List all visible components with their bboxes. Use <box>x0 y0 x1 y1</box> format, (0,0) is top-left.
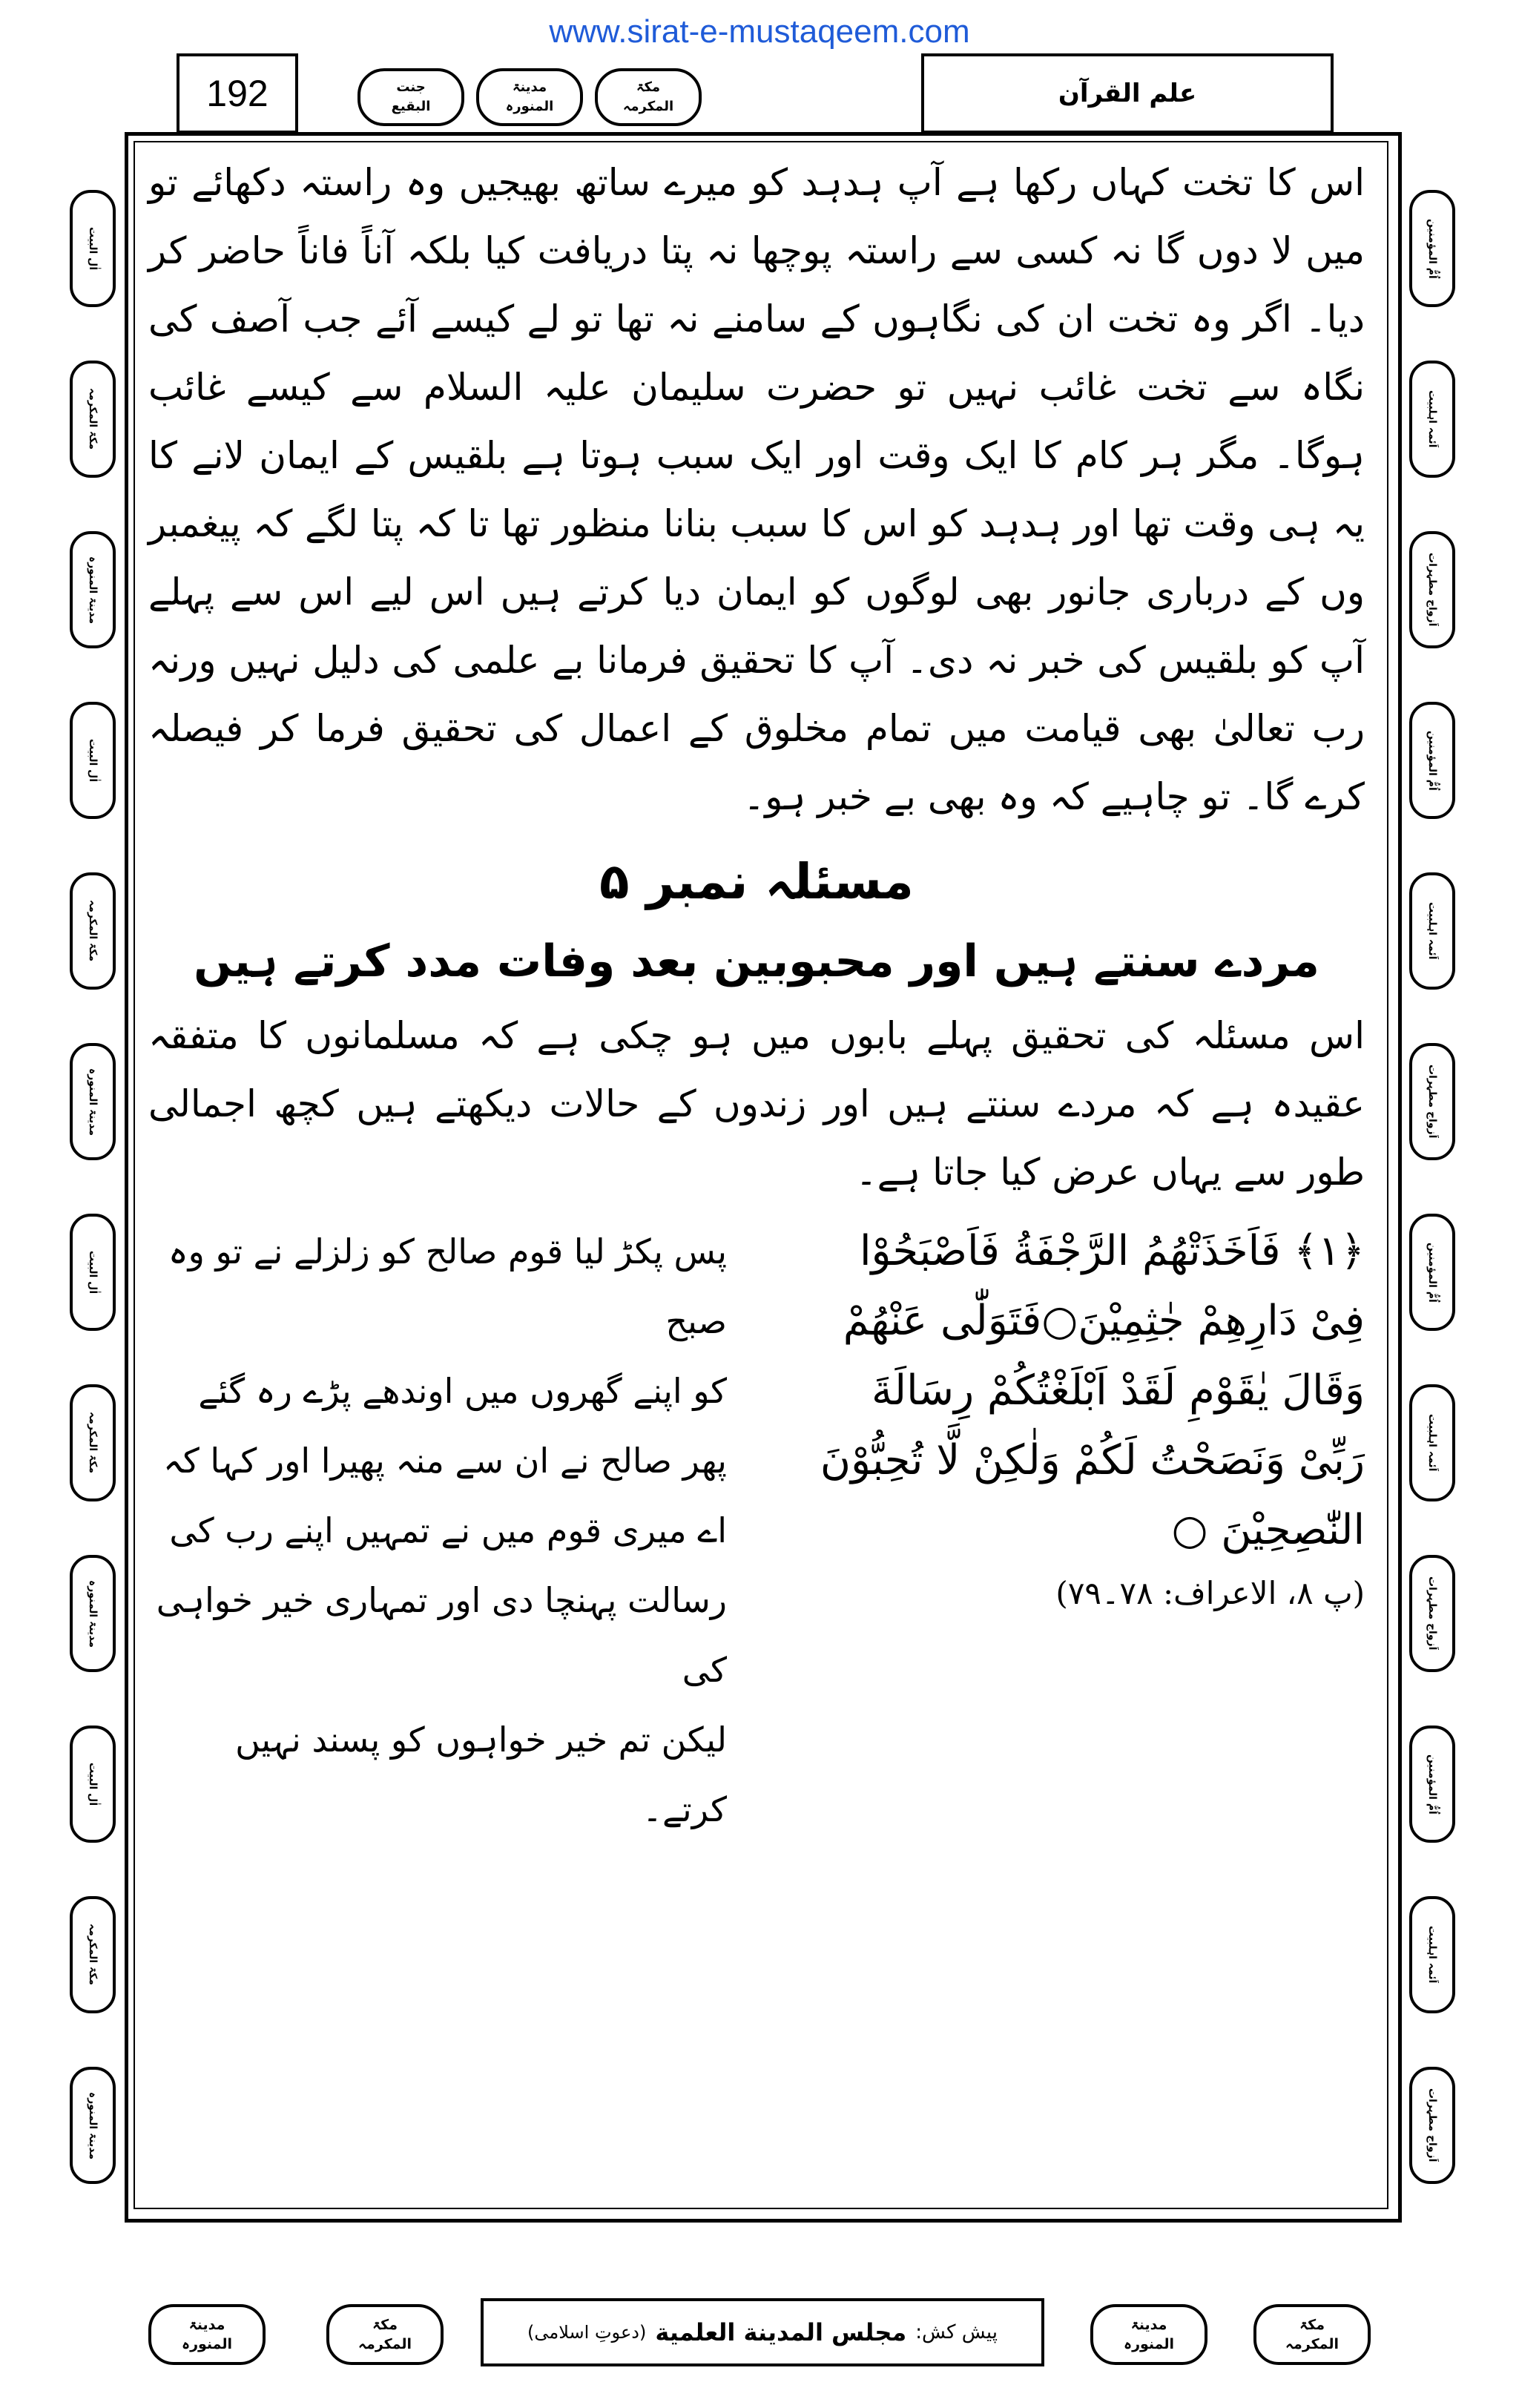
header-badge-makkah <box>595 68 702 126</box>
page-content <box>148 148 1365 1844</box>
translation-line: لیکن تم خیر خواہوں کو پسند نہیں کرتے۔ <box>235 1720 727 1829</box>
verse-line: رَبِّیْ وَنَصَحْتُ لَكُمْ وَلٰكِنْ لَّا تُحِبُّوْنَ <box>820 1436 1365 1484</box>
right-side-badge: اَئمہ اہلبیت <box>1409 1896 1455 2013</box>
verse-number: ﴿۱﴾ <box>1294 1227 1365 1275</box>
verse-line: النّٰصِحِیْنَ ○ <box>1171 1506 1365 1554</box>
footer-badge-makkah <box>326 2304 444 2365</box>
left-side-badge: مکۃ المکرمہ <box>70 872 116 990</box>
verse-line: فَاَخَذَتْهُمُ الرَّجْفَةُ فَاَصْبَحُوْا <box>859 1227 1281 1275</box>
footer-badge-makkah-2 <box>1253 2304 1371 2365</box>
right-side-badge: اَئمہ اہلبیت <box>1409 872 1455 990</box>
page-header <box>177 53 1334 131</box>
right-side-badge: اَئمہ اہلبیت <box>1409 361 1455 478</box>
right-side-badge: اَئمہ اہلبیت <box>1409 1384 1455 1501</box>
page-footer <box>148 2298 1371 2365</box>
left-side-badge: اٰل البیت <box>70 702 116 819</box>
verse-line: وَقَالَ یٰقَوْمِ لَقَدْ اَبْلَغْتُكُمْ رِسَالَةَ <box>871 1366 1365 1415</box>
arabic-verse <box>779 1217 1365 1844</box>
left-side-badge: مکۃ المکرمہ <box>70 361 116 478</box>
website-url[interactable]: www.sirat-e-mustaqeem.com <box>549 13 970 50</box>
translation-line: رسالت پہنچا دی اور تمہاری خیر خواہی کی <box>156 1580 727 1690</box>
right-side-badge: اُمُّ المؤمنین <box>1409 1214 1455 1331</box>
footer-badge-madina-2 <box>1090 2304 1207 2365</box>
right-side-badge: اُمُّ المؤمنین <box>1409 190 1455 307</box>
badge-line: مکۃ <box>372 2317 398 2333</box>
left-side-badge: اٰل البیت <box>70 1214 116 1331</box>
issue-heading: مسئلہ نمبر ۵ <box>599 853 914 910</box>
urdu-translation <box>148 1217 727 1844</box>
book-title: علم القرآن <box>921 53 1334 134</box>
right-side-badge: اَزواج مطہرات <box>1409 1043 1455 1160</box>
right-side-badge: اَزواج مطہرات <box>1409 1555 1455 1672</box>
translation-line: پھر صالح نے ان سے منہ پھیرا اور کہا کہ <box>162 1441 727 1481</box>
badge-line: مدینۃ <box>188 2317 225 2333</box>
badge-line: مکۃ <box>636 79 661 95</box>
paragraph-intro: اس مسئلہ کی تحقیق پہلے بابوں میں ہو چکی ہے کہ مسلمانوں کا متفقہ عقیدہ ہے کہ مردے سنتے ہیں اور زندوں کے حالات دیکھتے ہیں کچھ اجمالی طور سے یہاں عرض کیا جاتا ہے۔ <box>148 1014 1365 1194</box>
badge-line: جنت <box>396 79 426 95</box>
presenter-label: پیش کش: <box>915 2321 998 2343</box>
right-side-badge: اَزواج مطہرات <box>1409 2067 1455 2184</box>
footer-badge-madina <box>148 2304 266 2365</box>
badge-line: مدینۃ <box>512 79 547 95</box>
badge-line: البقیع <box>391 99 431 114</box>
badge-line: المنورہ <box>505 99 554 114</box>
verse-reference: (پ ۸، الاعراف: ۷۸۔۷۹) <box>1055 1575 1365 1611</box>
left-side-badge: اٰل البیت <box>70 190 116 307</box>
right-side-badge: اَزواج مطہرات <box>1409 531 1455 648</box>
left-side-badge: مدینۃ المنورہ <box>70 531 116 648</box>
badge-line: المکرمہ <box>622 99 674 114</box>
badge-line: مدینۃ <box>1130 2317 1167 2333</box>
verse-line: فِیْ دَارِهِمْ جٰثِمِیْنَ○فَتَوَلّٰى عَنْهُمْ <box>843 1297 1365 1345</box>
left-side-badge: مدینۃ المنورہ <box>70 1043 116 1160</box>
badge-line: المنورہ <box>1123 2336 1175 2352</box>
verse-block <box>148 1217 1365 1844</box>
left-side-badge: اٰل البیت <box>70 1726 116 1843</box>
translation-line: پس پکڑ لیا قوم صالح کو زلزلے نے تو وہ صبح <box>168 1231 727 1341</box>
presenter-name: مجلس المدینة العلمیة <box>655 2318 907 2346</box>
translation-line: اے میری قوم میں نے تمہیں اپنے رب کی <box>169 1510 727 1550</box>
translation-line: کو اپنے گھروں میں اوندھے پڑے رہ گئے <box>198 1371 727 1411</box>
badge-line: المنورہ <box>181 2336 233 2352</box>
badge-line: المکرمہ <box>1285 2336 1340 2352</box>
left-side-badge: مدینۃ المنورہ <box>70 2067 116 2184</box>
left-side-badge: مدینۃ المنورہ <box>70 1555 116 1672</box>
badge-line: المکرمہ <box>357 2336 412 2352</box>
left-side-badge: مکۃ المکرمہ <box>70 1896 116 2013</box>
presenter-sub: (دعوتِ اسلامی) <box>527 2322 647 2343</box>
topic-heading: مردے سنتے ہیں اور محبوبین بعد وفات مدد کرتے ہیں <box>194 935 1319 987</box>
right-side-badge: اُمُّ المؤمنین <box>1409 702 1455 819</box>
paragraph-solomon-hoopoe: اس کا تخت کہاں رکھا ہے آپ ہدہد کو میرے ساتھ بھیجیں وہ راستہ دکھائے تو میں لا دوں گا نہ کسی سے راستہ پوچھا نہ پتا دریافت کیا بلکہ آناً فاناً حاضر کر دیا۔ اگر وہ تخت ان کی نگاہوں کے سامنے نہ تھا تو لے کیسے آئے جب آصف کی نگاہ سے تخت غائب نہیں تو حضرت سلیمان علیہ السلام سے کیسے غائب ہوگا۔ مگر ہر کام کا ایک وقت اور ایک سبب ہوتا ہے بلقیس کے ایمان لانے کا یہ ہی وقت تھا اور ہدہد کو اس کا سبب بنانا منظور تھا تا کہ پتا لگے کہ پیغمبر وں کے درباری جانور بھی لوگوں کو ایمان دیا کرتے ہیں اس لیے اس سے پہلے آپ کو بلقیس کی خبر نہ دی۔ آپ کا تحقیق فرمانا بے علمی کی دلیل نہیں ورنہ رب تعالیٰ بھی قیامت میں تمام مخلوق کے اعمال کی تحقیق فرما کر فیصلہ کرے گا۔ تو چاہیے کہ وہ بھی بے خبر ہو۔ <box>148 161 1365 818</box>
left-side-badge: مکۃ المکرمہ <box>70 1384 116 1501</box>
right-side-badge: اُمُّ المؤمنین <box>1409 1726 1455 1843</box>
page-number: 192 <box>177 53 298 134</box>
badge-line: مکۃ <box>1299 2317 1325 2333</box>
presenter-box <box>481 2298 1044 2366</box>
header-badge-baqee <box>357 68 464 126</box>
header-badge-madina <box>476 68 583 126</box>
